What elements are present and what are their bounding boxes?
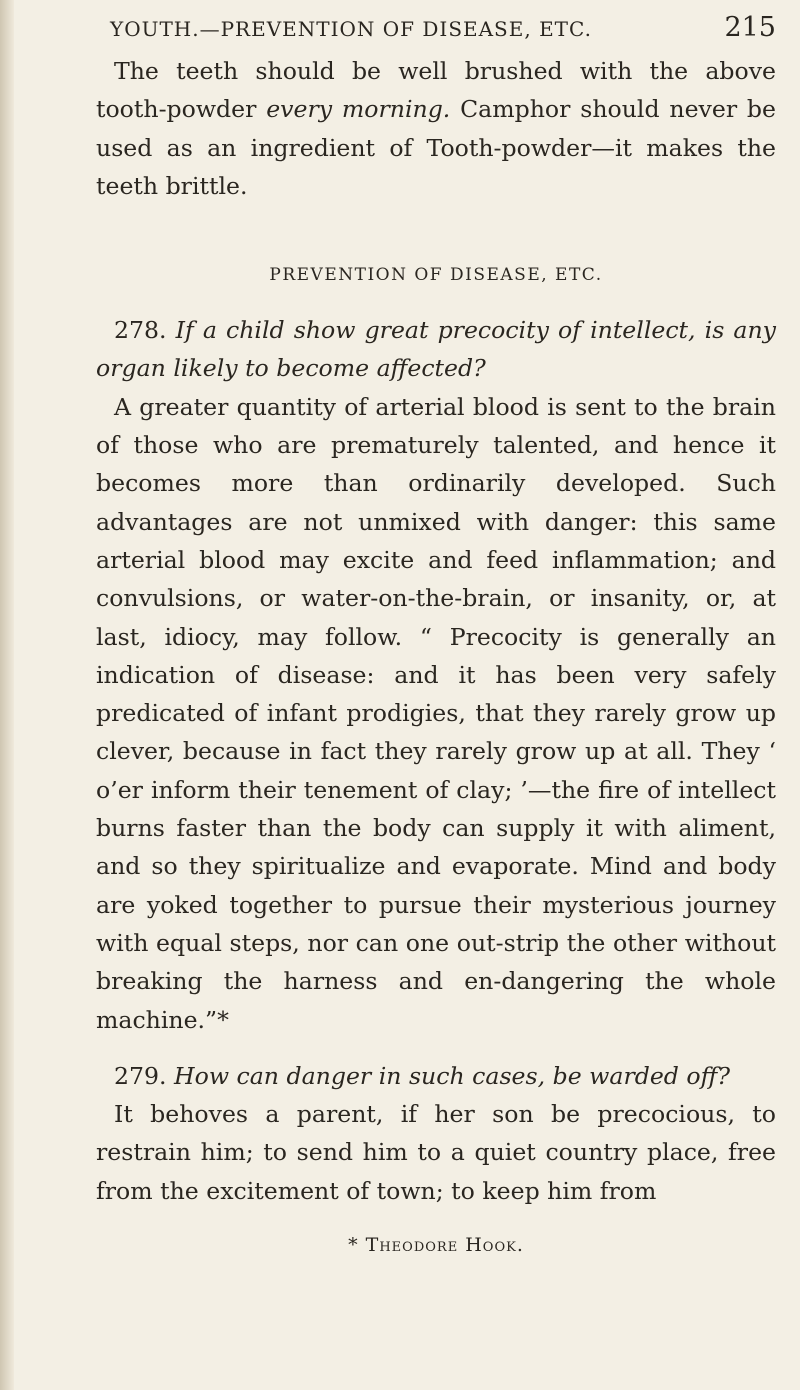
intro-paragraph (96, 52, 776, 205)
question-278-number: 278. (114, 316, 167, 345)
question-279-number: 279. (114, 1061, 167, 1090)
answer-279: It behoves a parent, if her son be precocious, to restrain him; to send him to a quiet country place, free from the excitement of town; to keep him from (96, 1100, 776, 1205)
page-spine-shadow (0, 0, 14, 1390)
question-279 (96, 1057, 776, 1095)
book-page (96, 12, 776, 1256)
footnote: * Theodore Hook. (348, 1234, 524, 1257)
question-279-text: How can danger in such cases, be warded off? (174, 1061, 730, 1090)
question-278 (96, 311, 776, 388)
intro-text-before: The teeth should be well brushed with the above tooth-powder (96, 57, 776, 124)
intro-text-after: Camphor should never be used as an ingredient of Tooth-powder—it makes the teeth brittle. (96, 95, 776, 200)
intro-italic: every morning. (266, 95, 451, 124)
page-number: 215 (724, 12, 776, 43)
running-head: YOUTH.—PREVENTION OF DISEASE, ETC. (110, 17, 592, 41)
section-heading: PREVENTION OF DISEASE, ETC. (269, 265, 603, 286)
page-header (96, 12, 776, 52)
answer-278: A greater quantity of arterial blood is sent to the brain of those who are prematurely talented, and hence it becomes more than ordinarily developed. Such advantages are not unmixed with danger: this same arterial blood may excite and feed inflammation; and convulsions, or water-on-the-brain, or insanity, or, at last, idiocy, may follow. “ Precocity is generally an indication of disease: and it has been very safely predicated of infant prodigies, that they rarely grow up clever, because in fact they rarely grow up at all. They ‘ o’er inform their tenement of clay; ’—the fire of intellect burns faster than the body can supply it with aliment, and so they spiritualize and evaporate. Mind and body are yoked together to pursue their mysterious journey with equal steps, nor can one out-strip the other without breaking the harness and en-dangering the whole machine.”* (96, 392, 776, 1034)
question-278-text: If a child show great precocity of intellect, is any organ likely to become affected? (96, 316, 777, 383)
